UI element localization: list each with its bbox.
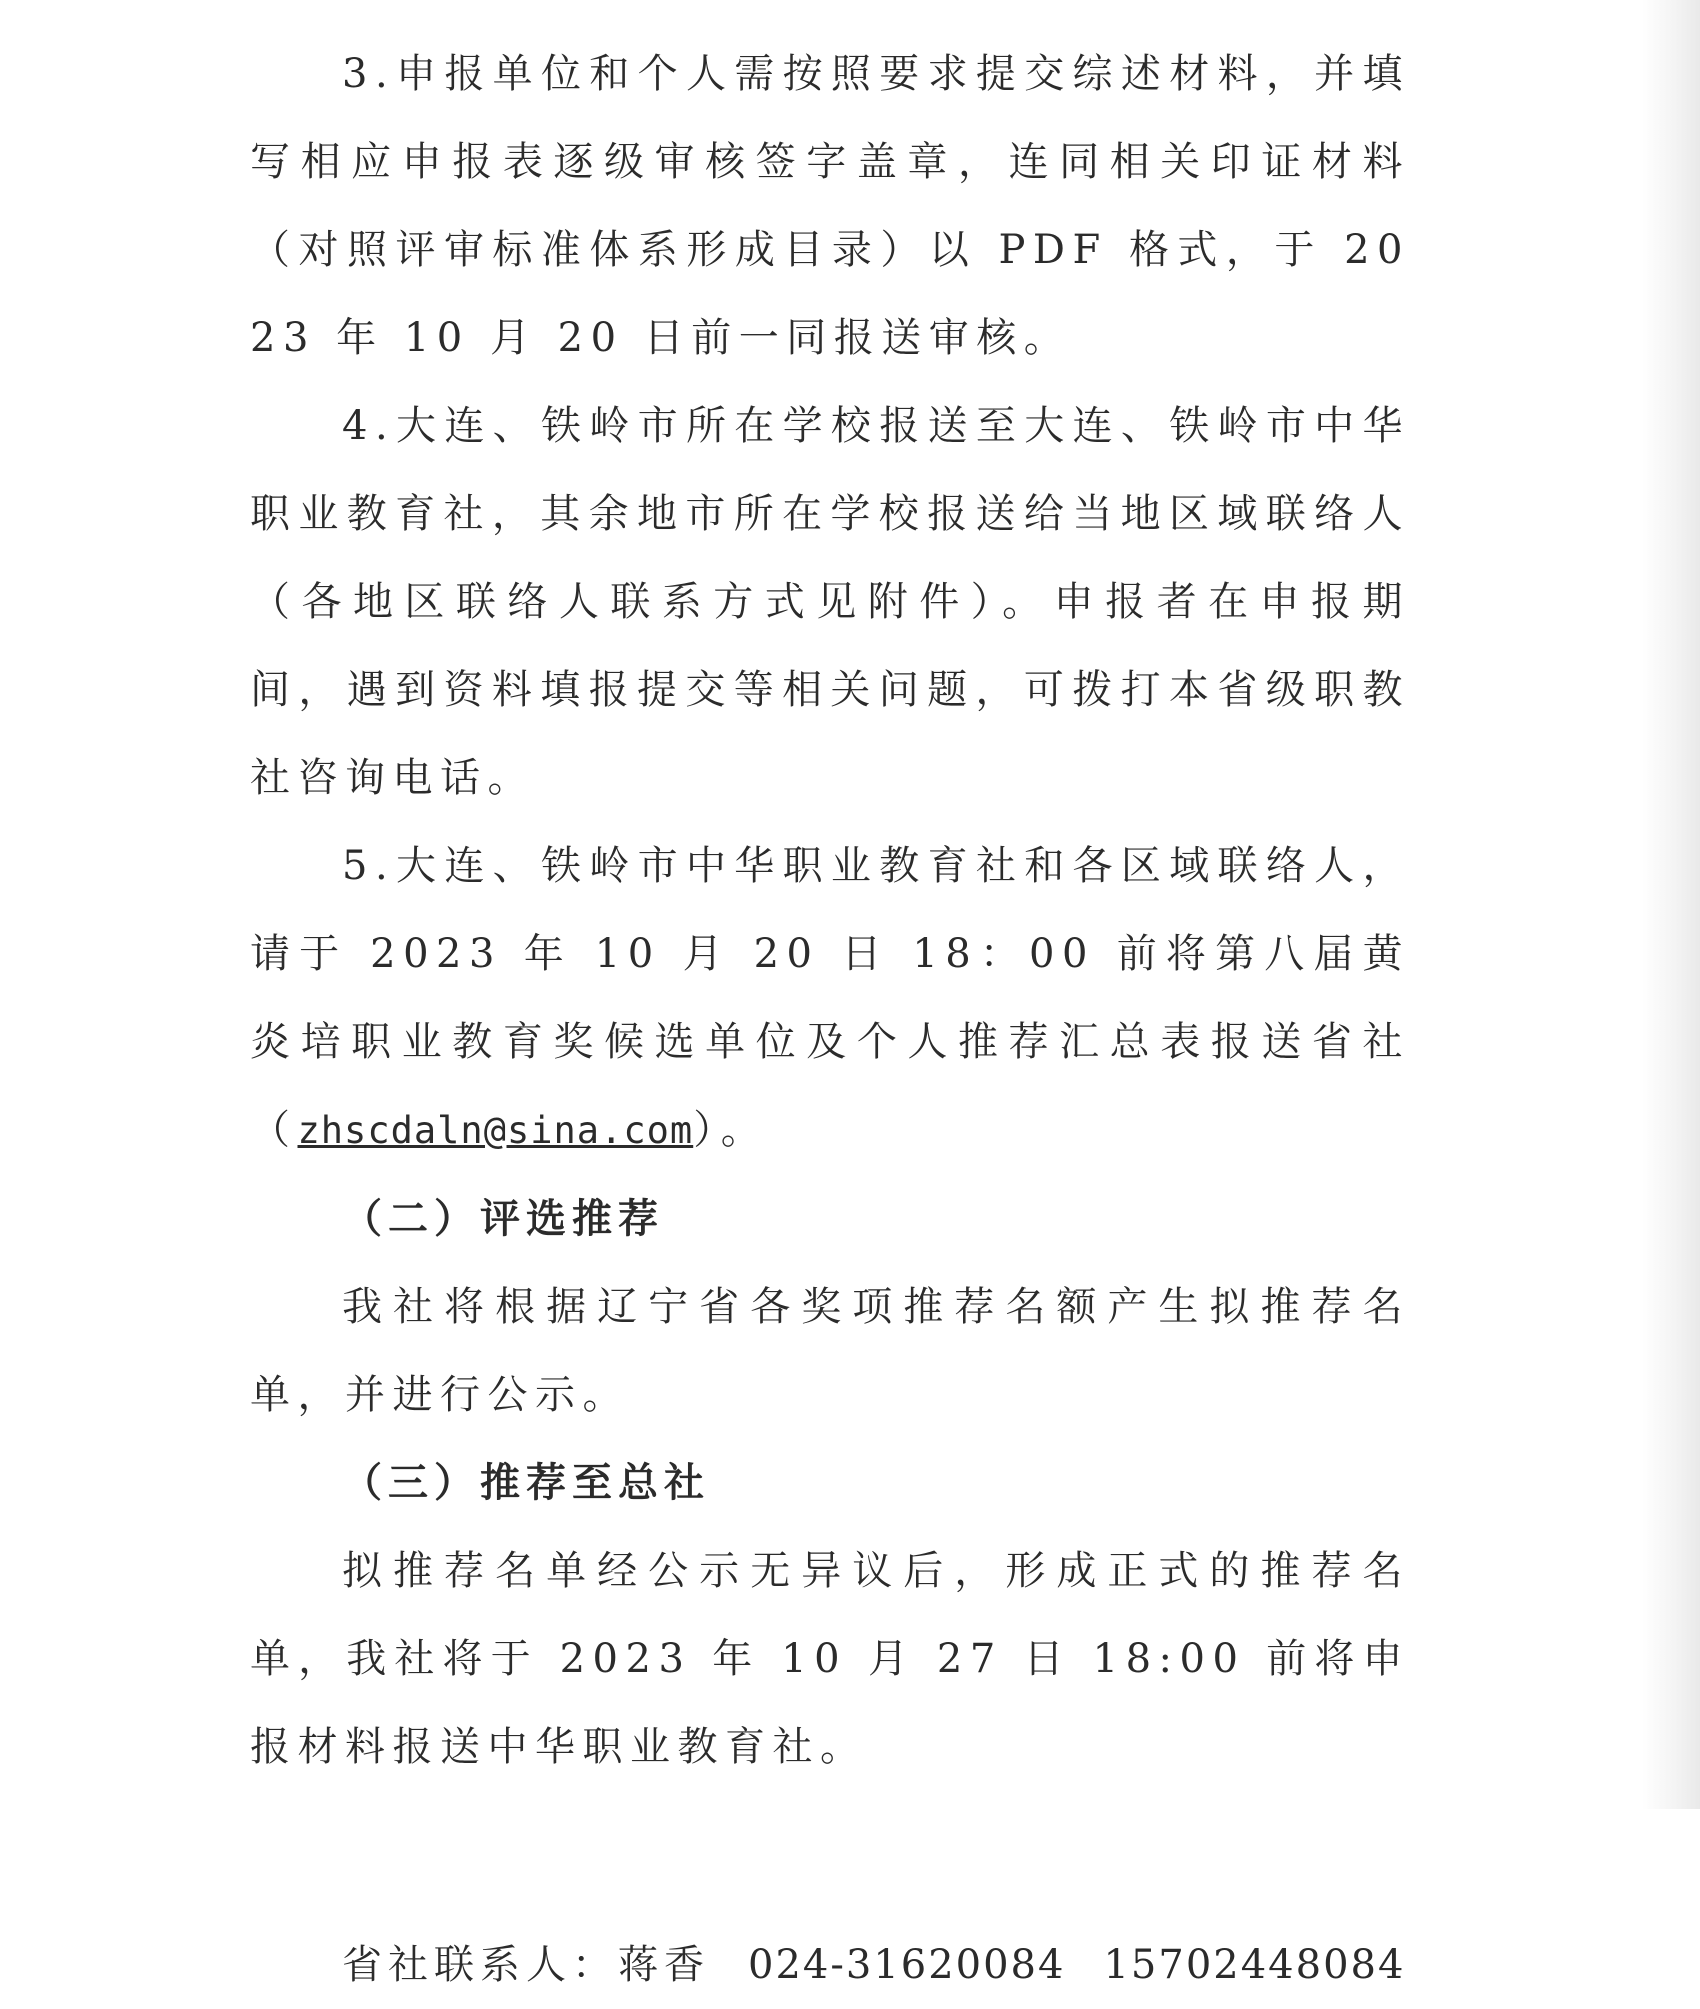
scan-shadow-edge [1642, 0, 1700, 1809]
section-heading-2: （二）评选推荐 [342, 1195, 664, 1242]
contact-label: 省社联系人：蒋香 [342, 1942, 710, 1988]
contact-phone: 024-31620084 [748, 1942, 1066, 1988]
contact-mobile: 15702448084 [1103, 1942, 1406, 1988]
paragraph-item-4: 4.大连、铁岭市所在学校报送至大连、铁岭市中华职业教育社，其余地市所在学校报送给当地区域联络人（各地区联络人联系方式见附件）。申报者在申报期间，遇到资料填报提交等相关问题，可拨打本省级职教社咨询电话。 [250, 403, 1410, 801]
paragraph-item-3: 3.申报单位和个人需按照要求提交综述材料，并填写相应申报表逐级审核签字盖章，连同相关印证材料（对照评审标准体系形成目录）以 PDF 格式，于 2023 年 10 月 20 日前一同报送审核。 [250, 51, 1410, 361]
section-heading-3: （三）推荐至总社 [342, 1459, 710, 1506]
paragraph-section-2: 我社将根据辽宁省各奖项推荐名额产生拟推荐名单，并进行公示。 [250, 1284, 1410, 1418]
paragraph-section-3: 拟推荐名单经公示无异议后，形成正式的推荐名单，我社将于 2023 年 10 月 27 日 18:00 前将申报材料报送中华职业教育社。 [250, 1548, 1410, 1770]
email-link[interactable]: zhscdaln@sina.com [297, 1109, 694, 1152]
item-5-text: 5.大连、铁岭市中华职业教育社和各区域联络人，请于 2023 年 10 月 20 日 18：00 前将第八届黄炎培职业教育奖候选单位及个人推荐汇总表报送省社（ [250, 843, 1410, 1153]
document-body [250, 30, 1410, 2009]
spacer [250, 1791, 1410, 1921]
paragraph-item-5 [250, 822, 1410, 1175]
contact-line [250, 1921, 1410, 2009]
item-5-end: ）。 [693, 1107, 769, 1153]
